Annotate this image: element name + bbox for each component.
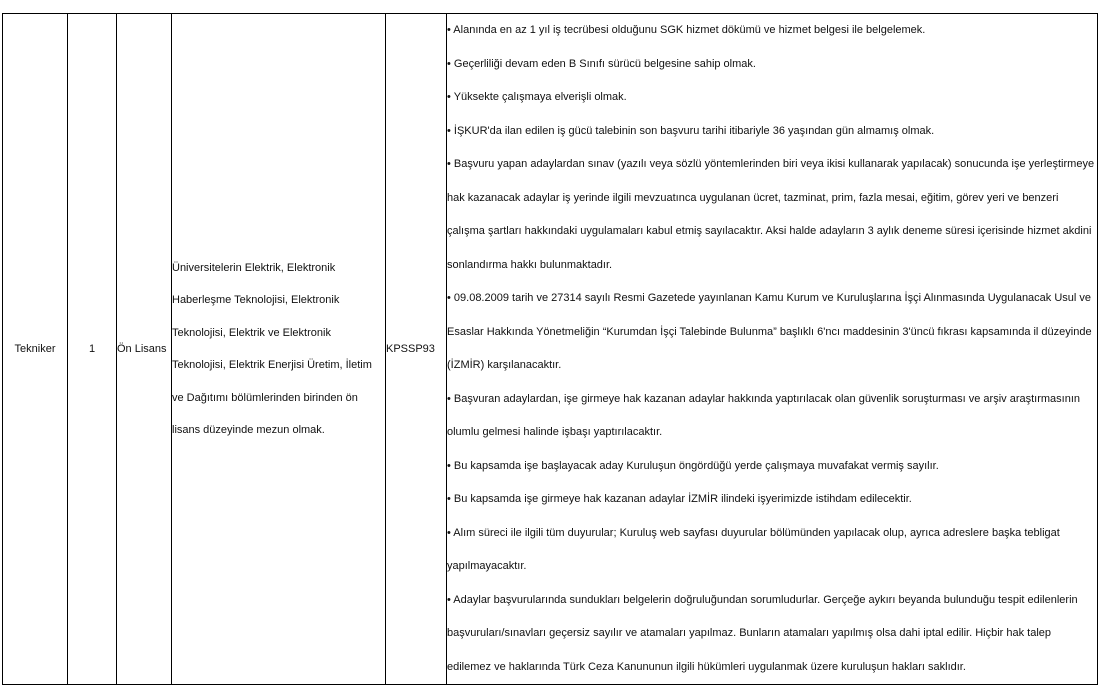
condition-note: • Başvuran adaylardan, işe girmeye hak kazanan adaylar hakkında yaptırılacak olan güvenlik soruşturması ve arşiv araştırmasının olumlu gelmesi halinde işbaşı yaptırılacaktır. <box>447 392 1080 438</box>
condition-note: • Adaylar başvurularında sundukları belgelerin doğruluğundan sorumludurlar. Gerçeğe aykırı beyanda bulunduğu tespit edilenlerin başvuruları/sınavları geçersiz sayılır ve atamaları yapılmaz. Bunların atamaları yapılmış olsa dahi iptal edilir. Hiçbir hak talep edilemez ve haklarında Türk Ceza Kanununun ilgili hükümleri uygulanmak üzere kuruluşun hakları saklıdır. <box>447 593 1078 673</box>
condition-note: • Bu kapsamda işe girmeye hak kazanan adaylar İZMİR ilindeki işyerimizde istihdam edilecektir. <box>447 493 912 505</box>
department-requirement-cell: Üniversitelerin Elektrik, Elektronik Haberleşme Teknolojisi, Elektronik Teknolojisi, Elektrik ve Elektronik Teknolojisi, Elektrik Enerjisi Üretim, İletim ve Dağıtımı bölümlerinden birinden ön lisans düzeyinde mezun olmak. <box>172 14 386 685</box>
condition-note: • Alım süreci ile ilgili tüm duyurular; Kuruluş web sayfası duyurular bölümünden yapılacak olup, ayrıca adreslere başka tebligat yapılmayacaktır. <box>447 526 1060 572</box>
condition-note: • Bu kapsamda işe başlayacak aday Kuruluşun öngördüğü yerde çalışmaya muvafakat vermiş sayılır. <box>447 459 939 472</box>
table-row <box>3 14 1098 685</box>
exam-score-type-cell: KPSSP93 <box>386 14 447 685</box>
position-title-cell: Tekniker <box>3 14 68 685</box>
condition-note: • 09.08.2009 tarih ve 27314 sayılı Resmi Gazetede yayınlanan Kamu Kurum ve Kuruluşlarına İşçi Alınmasında Uygulanacak Usul ve Esaslar Hakkında Yönetmeliğin “Kurumdan İşçi Talebinde Bulunma” başlıklı 6'ncı maddesinin 3'üncü fıkrası kapsamında il düzeyinde (İZMİR) karşılanacaktır. <box>447 292 1092 371</box>
education-level-cell: Ön Lisans <box>117 14 172 685</box>
condition-note: • Başvuru yapan adaylardan sınav (yazılı veya sözlü yöntemlerinden biri veya ikisi kullanarak yapılacak) sonucunda işe yerleştirmeye hak kazanacak adaylar iş yerinde ilgili mevzuatınca uygulanan ücret, tazminat, prim, fazla mesai, eğitim, görev yeri ve benzeri çalışma şartları hakkındaki uygulamaları kabul etmiş sayılacaktır. Aksi halde adayların 3 aylık deneme süresi içerisinde hizmet akdini sonlandırma hakkı bulunmaktadır. <box>447 158 1095 271</box>
requirements-table <box>2 13 1098 685</box>
condition-note: • Geçerliliği devam eden B Sınıfı sürücü belgesine sahip olmak. <box>447 57 756 70</box>
condition-note: • Yüksekte çalışmaya elverişli olmak. <box>447 91 627 103</box>
conditions-cell <box>447 14 1098 685</box>
condition-note: • İŞKUR'da ilan edilen iş gücü talebinin son başvuru tarihi itibariyle 36 yaşından gün almamış olmak. <box>447 124 935 137</box>
condition-note: • Alanında en az 1 yıl iş tecrübesi olduğunu SGK hizmet dökümü ve hizmet belgesi ile belgelemek. <box>447 24 926 36</box>
position-count-cell: 1 <box>68 14 117 685</box>
